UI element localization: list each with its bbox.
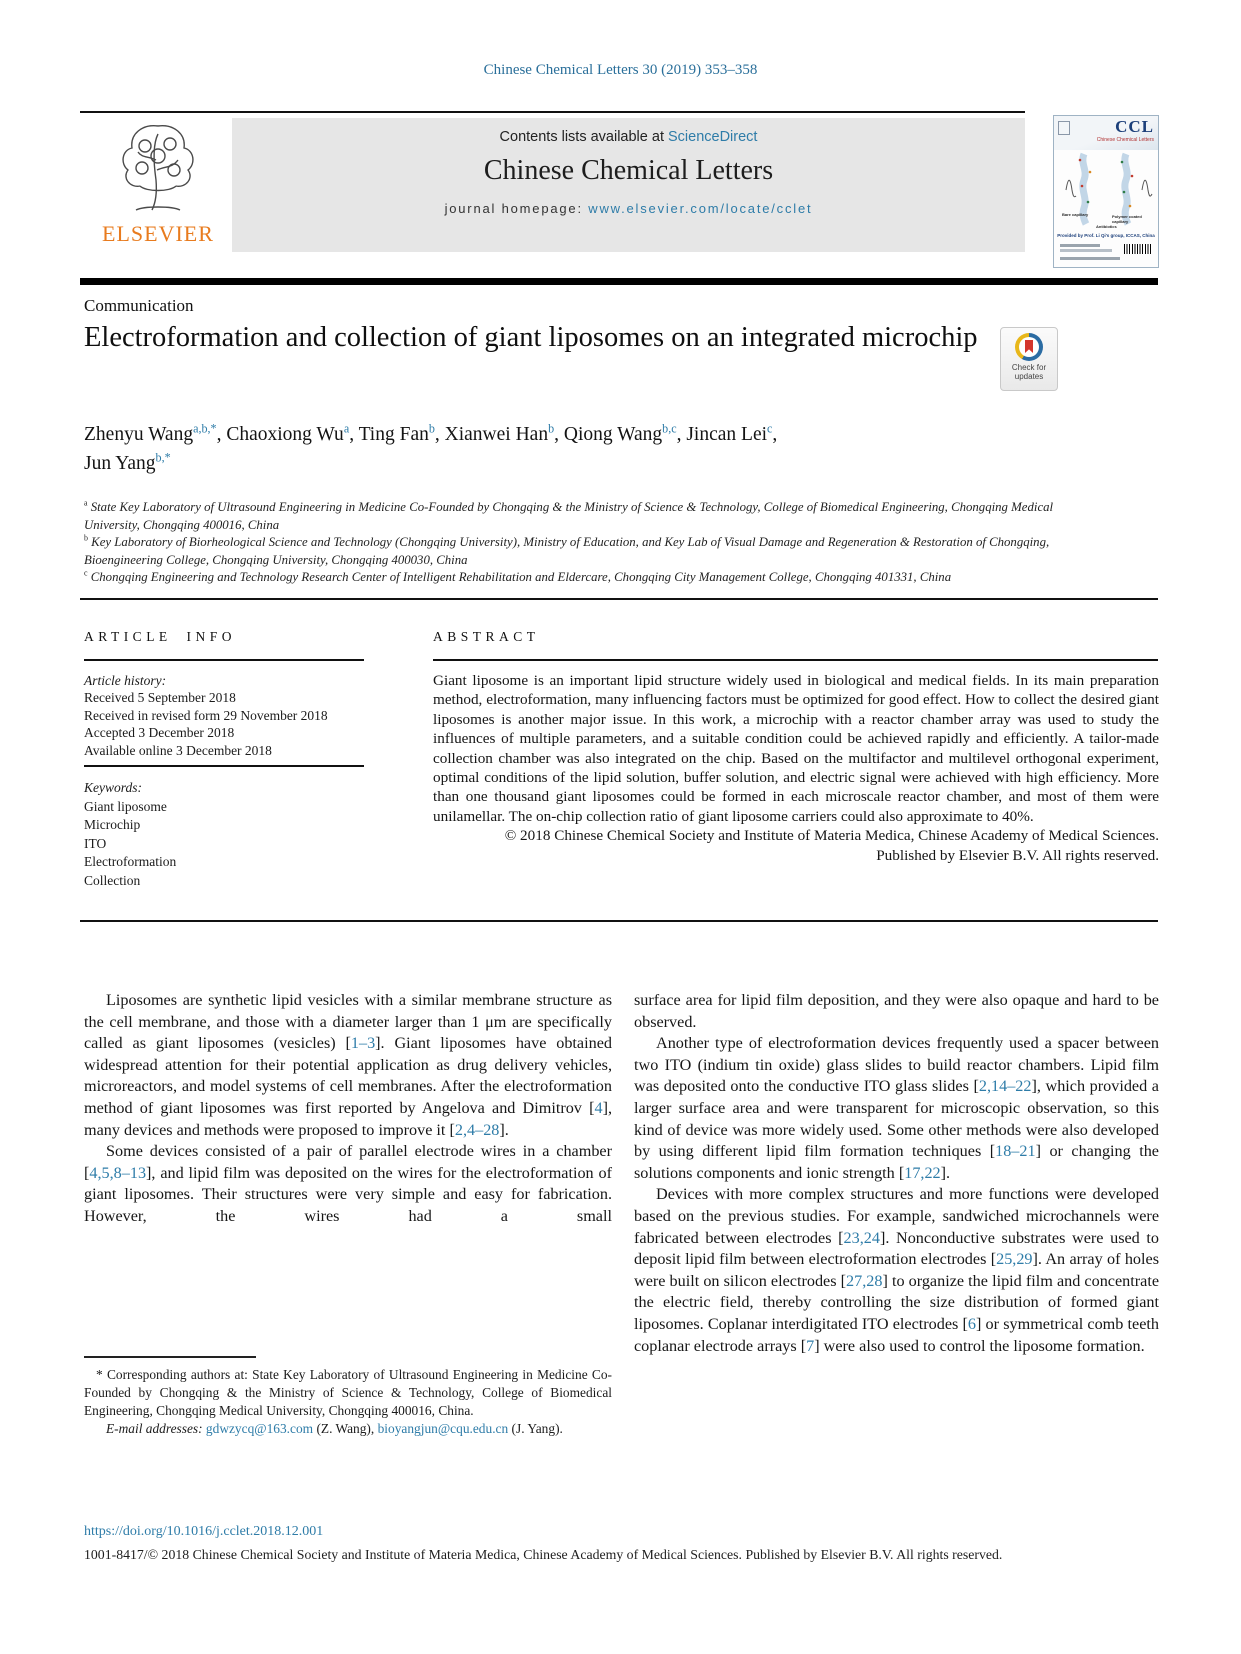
body-paragraph: [634, 1033, 1159, 1184]
abstract-text: Giant liposome is an important lipid structure widely used in biological and medical fields. In its main preparation method, electroformation, many influencing factors must be optimized for good effect. How to collect the desired giant liposomes is another major issue. In this work, a microchip with a reactor chamber array was used to study the influences of multiple parameters, and a suitable condition could be achieved rapidly and efficiently. A tailor-made collection chamber was also integrated on the chip. Based on the multifactor and multilevel orthogonal experiment, optimal conditions of the lipid solution, buffer solution, and electric signal were achieved with high efficiency. More than one thousand giant liposomes could be formed in each microscale reactor chamber, and most of them were unilamellar. The on-chip collection ratio of giant liposome carriers could also approximate to 40%.: [433, 672, 1159, 825]
text-segment: , Jincan Lei: [676, 424, 768, 445]
header-top-rule: [80, 111, 1025, 113]
text-segment: ]. Giant liposomes have obtained widespread attention for their potential application as drug delivery vehicles, microreactors, and model systems of cell membranes. After the electroformation method of giant liposomes was first reported by Angelova and Dimitrov [: [84, 1034, 612, 1117]
footnote-rule: [84, 1356, 256, 1358]
text-segment: b: [84, 533, 88, 543]
keyword-item: Collection: [84, 872, 141, 888]
contents-prefix: Contents lists available at: [499, 129, 668, 145]
check-updates-icon: [1015, 333, 1043, 361]
bookmark-icon: [1025, 340, 1033, 353]
body-paragraph: [634, 1184, 1159, 1357]
authors-line-2: [84, 449, 1104, 478]
inline-link[interactable]: 23,24: [843, 1228, 880, 1247]
journal-banner: [232, 118, 1025, 252]
text-segment: Devices with more complex structures and more functions were developed based on the previous studies. For example, sandwiched microchannels were fabricated between electrodes [: [634, 1185, 1159, 1247]
inline-link[interactable]: 27,28: [846, 1271, 883, 1290]
abstract-heading: ABSTRACT: [433, 629, 540, 644]
cover-microtext-bar: [1060, 244, 1100, 247]
text-segment: Zhenyu Wang: [84, 424, 194, 445]
cover-label-bare-capillary: Bare capillary: [1062, 212, 1089, 217]
author-list: [84, 420, 1104, 478]
inline-link[interactable]: 6: [967, 1314, 976, 1333]
body-column-right: [634, 990, 1159, 1357]
email-addresses-note: [84, 1420, 612, 1438]
affiliation-ref[interactable]: a: [343, 421, 350, 436]
article-info-rule: [84, 659, 364, 661]
history-item: Available online 3 December 2018: [84, 742, 272, 758]
affiliation-ref[interactable]: c: [767, 421, 773, 436]
history-label: Article history:: [84, 673, 167, 688]
keyword-item: Microchip: [84, 817, 141, 833]
affiliation-ref[interactable]: a,b,*: [193, 421, 217, 436]
inline-link[interactable]: 7: [806, 1336, 815, 1355]
journal-homepage-link[interactable]: www.elsevier.com/locate/cclet: [588, 201, 813, 216]
abstract-copyright-line1: © 2018 Chinese Chemical Society and Institute of Materia Medica, Chinese Academy of Medical Sciences.: [504, 827, 1159, 845]
affiliation-b: [84, 534, 1098, 569]
text-segment: (Z. Wang),: [313, 1420, 378, 1436]
abstract-rule: [433, 659, 1158, 661]
affiliation-ref[interactable]: b,c: [662, 421, 677, 436]
journal-title: Chinese Chemical Letters: [483, 155, 774, 186]
info-section-top-rule: [80, 598, 1158, 600]
check-updates-text: [1001, 363, 1057, 381]
text-segment: Key Laboratory of Biorheological Science and Technology (Chongqing University), Ministry of Education, and Key Lab of Visual Damage and Regeneration & Restoration of Chongqing, Bioengineering College, Chongqing University, Chongqing 400030, China: [84, 535, 1050, 567]
keyword-item: ITO: [84, 835, 107, 851]
homepage-prefix: journal homepage:: [444, 201, 589, 216]
text-segment: Some devices consisted of a pair of parallel electrode wires in a chamber [: [84, 1142, 612, 1182]
inline-link[interactable]: 1–3: [350, 1034, 376, 1053]
cover-label-antibiotics: Antibiotics: [1096, 224, 1117, 229]
text-segment: ] or changing the solutions components and ionic strength [: [634, 1142, 1159, 1182]
article-title: Electroformation and collection of giant liposomes on an integrated microchip: [84, 322, 978, 353]
cover-barcode: [1124, 244, 1152, 254]
text-segment: ].: [499, 1120, 509, 1139]
cover-publisher-mark: [1058, 121, 1070, 135]
affiliation-ref[interactable]: b,*: [155, 450, 171, 465]
keywords-label: Keywords:: [84, 780, 142, 795]
text-segment: , Xianwei Han: [434, 424, 549, 445]
authors-line-1: [84, 420, 1104, 449]
doi-link[interactable]: https://doi.org/10.1016/j.cclet.2018.12.001: [84, 1524, 324, 1539]
elsevier-tree-icon: [112, 120, 204, 216]
check-updates-line2: updates: [1014, 372, 1044, 381]
cover-journal-subtitle: Chinese Chemical Letters: [1096, 137, 1154, 143]
affiliation-c: [84, 569, 1098, 587]
cover-journal-abbrev: CCL: [1115, 117, 1154, 136]
text-segment: (J. Yang).: [508, 1420, 563, 1436]
inline-link[interactable]: 2,14–22: [978, 1077, 1032, 1096]
homepage-line: [232, 201, 1025, 216]
text-segment: Another type of electroformation devices frequently used a spacer between two ITO (indium tin oxide) glass slides to build reactor chambers. Lipid film was deposited onto the conductive ITO glass slides [: [634, 1034, 1159, 1096]
affiliation-a: [84, 499, 1098, 534]
issn-copyright-line: 1001-8417/© 2018 Chinese Chemical Society and Institute of Materia Medica, Chinese Academy of Medical Sciences. Published by Elsevier B.V. All rights reserved.: [84, 1547, 1003, 1562]
check-updates-line1: Check for: [1011, 363, 1047, 372]
text-segment: E-mail addresses:: [106, 1420, 206, 1436]
inline-link[interactable]: 18–21: [995, 1142, 1036, 1161]
text-segment: ], which provided a larger surface area and were transparent for microscopic observation, so this kind of device was more widely used. Some other methods were also developed by using different lipid film formation techniques [: [634, 1077, 1159, 1161]
cover-label-polymer-capillary: Polymer coated capillary: [1112, 214, 1142, 224]
body-paragraph: [634, 990, 1159, 1033]
history-item: Received in revised form 29 November 2018: [84, 707, 328, 723]
article-history: [84, 672, 384, 759]
inline-link[interactable]: bioyangjun@cqu.edu.cn: [377, 1420, 509, 1436]
journal-cover-thumbnail[interactable]: [1053, 115, 1159, 268]
body-paragraph: [84, 1141, 612, 1227]
text-segment: c: [84, 568, 88, 578]
text-segment: Chongqing Engineering and Technology Research Center of Intelligent Rehabilitation and Eldercare, Chongqing City Management College, Chongqing 401331, China: [87, 570, 952, 584]
inline-link[interactable]: 4,5,8–13: [89, 1163, 147, 1182]
text-segment: ], and lipid film was deposited on the wires for the electroformation of giant liposomes. Their structures were very simple and easy for fabrication. However, the wires had a small: [84, 1163, 612, 1225]
elsevier-logo-text: ELSEVIER: [102, 221, 214, 246]
cover-provided-by: Provided by Prof. Li Qi's group, ICCAS, China: [1057, 233, 1155, 238]
text-segment: , Chaoxiong Wu: [216, 424, 344, 445]
cover-microtext-bar: [1060, 257, 1120, 260]
text-segment: ] to organize the lipid film and concentrate the electric field, thereby controlling the size distribution of formed giant liposomes. Coplanar interdigitated ITO electrodes [: [634, 1271, 1160, 1333]
text-segment: ,: [772, 424, 778, 445]
history-item: Received 5 September 2018: [84, 690, 236, 706]
inline-link[interactable]: 25,29: [996, 1250, 1033, 1269]
body-column-left: [84, 990, 612, 1228]
inline-link[interactable]: 4: [594, 1098, 603, 1117]
text-segment: Liposomes are synthetic lipid vesicles with a similar membrane structure as the cell membrane, and those with a diameter larger than 1 μm are specifically called as giant liposomes (vesicles) [: [84, 991, 612, 1053]
keyword-item: Giant liposome: [84, 798, 167, 814]
text-segment: ]. Nonconductive substrates were used to deposit lipid film between electroformation electrodes [: [634, 1228, 1159, 1269]
affiliation-ref[interactable]: b: [428, 421, 435, 436]
inline-link[interactable]: gdwzycq@163.com: [205, 1420, 314, 1436]
elsevier-logo[interactable]: [84, 120, 232, 256]
abstract-copyright-line2: Published by Elsevier B.V. All rights reserved.: [876, 846, 1159, 864]
text-segment: , Ting Fan: [349, 424, 429, 445]
text-segment: ].: [940, 1163, 951, 1182]
keywords: [84, 779, 384, 891]
article-info-heading: ARTICLE INFO: [84, 629, 237, 644]
text-segment: * Corresponding authors at: State Key Laboratory of Ultrasound Engineering in Medicine Co-Founded by Chongqing & the Ministry of Science & Technology, College of Biomedical Engineering, Chongqing Medical University, Chongqing 400016, China.: [84, 1367, 612, 1418]
history-item: Accepted 3 December 2018: [84, 725, 235, 741]
inline-link[interactable]: 17,22: [904, 1163, 941, 1182]
contents-line: [232, 129, 1025, 145]
corresponding-authors-note: [84, 1366, 612, 1420]
keyword-item: Electroformation: [84, 854, 177, 870]
text-segment: a: [84, 498, 88, 508]
body-paragraph: [84, 990, 612, 1141]
inline-link[interactable]: 2,4–28: [454, 1120, 500, 1139]
masthead-divider-rule: [80, 278, 1158, 285]
cover-microtext-bar: [1060, 249, 1112, 252]
affiliation-ref[interactable]: b: [548, 421, 555, 436]
body-top-rule: [80, 920, 1158, 922]
sciencedirect-link[interactable]: ScienceDirect: [668, 129, 758, 145]
text-segment: surface area for lipid film deposition, and they were also opaque and hard to be observed.: [634, 991, 1159, 1031]
text-segment: , Qiong Wang: [554, 424, 663, 445]
text-segment: ] or symmetrical comb teeth coplanar electrode arrays [: [634, 1314, 1159, 1355]
affiliations: [84, 499, 1098, 587]
check-for-updates-badge[interactable]: [1000, 327, 1058, 391]
text-segment: State Key Laboratory of Ultrasound Engineering in Medicine Co-Founded by Chongqing & the Ministry of Science & Technology, College of Biomedical Engineering, Chongqing Medical University, Chongqing 400016, China: [84, 500, 1054, 532]
article-type-label: Communication: [84, 296, 194, 315]
text-segment: ], many devices and methods were proposed to improve it [: [84, 1098, 612, 1139]
journal-citation: Chinese Chemical Letters 30 (2019) 353–358: [483, 62, 758, 78]
text-segment: ] were also used to control the liposome formation.: [814, 1336, 1145, 1355]
text-segment: Jun Yang: [84, 453, 156, 474]
abstract: [433, 671, 1159, 865]
keywords-rule: [84, 765, 364, 767]
footnote: [84, 1366, 612, 1438]
text-segment: ]. An array of holes were built on silicon electrodes [: [634, 1250, 1159, 1290]
